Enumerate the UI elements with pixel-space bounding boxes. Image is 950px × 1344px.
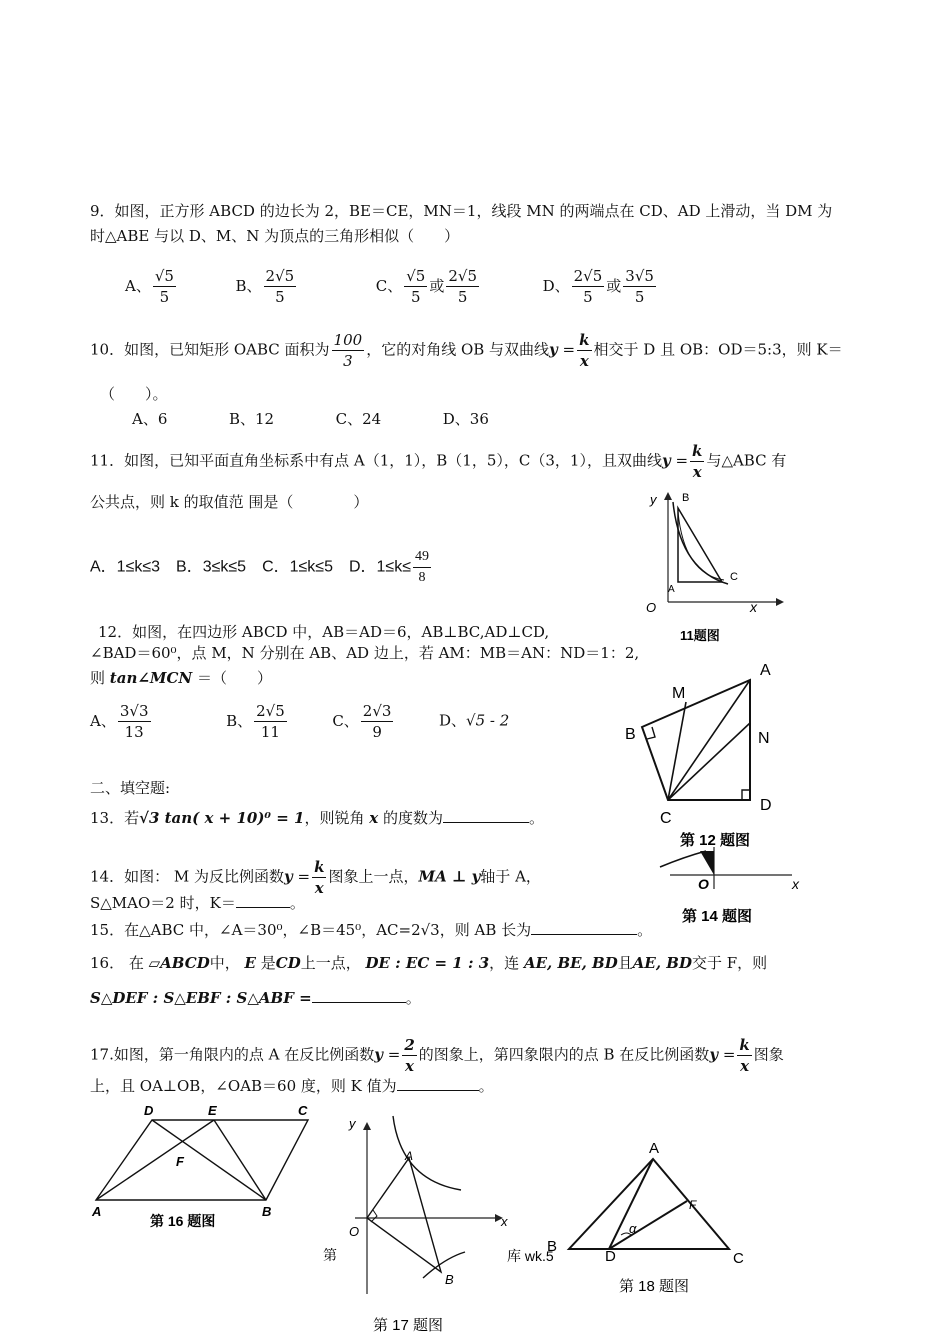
fig14-label-x: x bbox=[792, 876, 799, 892]
fig18-caption: 第 18 题图 bbox=[619, 1278, 690, 1295]
q12-line1: 12．如图，在四边形 ABCD 中，AB＝AD＝6，AB⊥BC,AD⊥CD, bbox=[98, 623, 550, 641]
q9-line2: 时△ABE 与以 D、M、N 为顶点的三角形相似（ ） bbox=[90, 227, 460, 245]
fig18-triangle-abc bbox=[569, 1159, 729, 1249]
fig14-caption: 第 14 题图 bbox=[682, 908, 753, 925]
fig17-caption: 第 17 题图 bbox=[373, 1317, 444, 1334]
figure-14 bbox=[650, 845, 810, 930]
fig17-stray-text: 第 bbox=[323, 1247, 337, 1263]
fig17-y-arrow bbox=[363, 1122, 371, 1130]
q16-line1: 16． 在 ▱ABCD中， E 是CD上一点， DE : EC = 1 : 3，连 AE, BE, BD且AE, BD交于 F，则 bbox=[90, 954, 768, 972]
q12-option-b: B、 $\frac{2√5}{11}$ bbox=[226, 702, 285, 741]
fig16-label-c: C bbox=[298, 1103, 308, 1118]
q12-option-a: A、 $\frac{3√3}{13}$ bbox=[90, 702, 149, 741]
fig12-label-n: N bbox=[758, 730, 770, 747]
q12-line2: ∠BAD＝60⁰，点 M，N 分别在 AB、AD 边上，若 AM：MB＝AN：ND＝1：2, bbox=[90, 644, 640, 662]
fig17-curve-b bbox=[423, 1252, 465, 1278]
q12-option-c: C、 $\frac{2√3}{9}$ bbox=[332, 702, 392, 741]
fig14-curve bbox=[660, 851, 706, 867]
q10-option-d: D、36 bbox=[442, 410, 489, 428]
fig12-label-c: C bbox=[660, 810, 672, 827]
fig16-label-b: B bbox=[262, 1204, 272, 1219]
q11-line2: 公共点，则 k 的取值范 围是（ ） bbox=[90, 493, 369, 511]
fig11-y-arrow bbox=[664, 492, 672, 500]
fig11-label-o: O bbox=[646, 600, 657, 615]
q9-line1: 9．如图，正方形 ABCD 的边长为 2，BE＝CE，MN＝1，线段 MN 的两端点在 CD、AD 上滑动，当 DM 为 bbox=[90, 202, 833, 220]
fig17-label-x: x bbox=[501, 1214, 508, 1229]
fig16-label-d: D bbox=[144, 1103, 154, 1118]
fig17-label-a: A bbox=[405, 1149, 414, 1163]
q17-line2: 上，且 OA⊥OB，∠OAB＝60 度，则 K 值为 。 bbox=[90, 1077, 494, 1095]
q10-line2: （ ）。 bbox=[100, 385, 168, 403]
fig16-caption: 第 16 题图 bbox=[150, 1213, 216, 1229]
fig12-right-angle-b bbox=[647, 727, 655, 739]
fig18-label-a: A bbox=[649, 1140, 660, 1157]
q12-options bbox=[90, 701, 509, 742]
fig11-label-b: B bbox=[682, 492, 690, 504]
fig16-line-bd bbox=[152, 1120, 266, 1200]
fig18-stray-text: 库 wk.5 bbox=[507, 1248, 554, 1264]
q9-options bbox=[125, 266, 658, 307]
fig17-triangle-oab bbox=[367, 1158, 441, 1272]
q10-option-c: C、24 bbox=[335, 410, 382, 428]
fig12-label-a: A bbox=[760, 662, 771, 679]
q9-option-c: C、 $\frac{√5}{5}$ 或 $\frac{2√5}{5}$ bbox=[375, 267, 478, 306]
fig12-label-d: D bbox=[760, 797, 772, 814]
fig12-quadrilateral bbox=[642, 680, 750, 800]
q9-option-a: A、 $\frac{√5}{5}$ bbox=[125, 267, 174, 306]
q10-options bbox=[132, 409, 489, 429]
q16-line2: S△DEF : S△EBF : S△ABF = 。 bbox=[90, 989, 421, 1007]
q11-line1: 11．如图，已知平面直角坐标系中有点 A（1，1），B（1，5），C（3，1），且双曲线y = $\frac{k}{x}$ 与△ABC 有 bbox=[90, 442, 787, 481]
figure-17 bbox=[315, 1108, 515, 1344]
section-fill-in-title: 二、填空题: bbox=[90, 779, 171, 797]
q14-line2: S△MAO＝2 时，K＝ 。 bbox=[90, 894, 305, 912]
fig14-triangle bbox=[700, 851, 714, 875]
fig16-line-be bbox=[214, 1120, 266, 1200]
fig16-label-a: A bbox=[92, 1204, 102, 1219]
fig16-line-ae bbox=[96, 1120, 214, 1200]
fig17-label-b: B bbox=[445, 1272, 454, 1287]
fig16-label-f: F bbox=[176, 1154, 184, 1169]
figure-18 bbox=[505, 1135, 765, 1300]
fig12-label-b: B bbox=[625, 726, 636, 743]
q13: 13．若√3 tan( x + 10)⁰ = 1，则锐角 x 的度数为 。 bbox=[90, 809, 544, 827]
fig11-label-y: y bbox=[650, 492, 657, 507]
q11-options: A．1≤k≤3 B．3≤k≤5 C．1≤k≤5 D．1≤k≤ $\frac{49}{8}$ bbox=[90, 549, 429, 585]
figure-12 bbox=[620, 655, 790, 855]
fig11-x-arrow bbox=[776, 598, 784, 606]
fig12-caption: 第 12 题图 bbox=[680, 832, 751, 849]
figure-11 bbox=[640, 488, 785, 648]
fig11-label-a: A bbox=[668, 584, 675, 595]
q10-option-b: B、12 bbox=[228, 410, 275, 428]
q14-line1: 14．如图： M 为反比例函数y = $\frac{k}{x}$ 图象上一点，MA ⊥ y轴于 A， bbox=[90, 858, 541, 897]
fig17-label-o: O bbox=[349, 1224, 360, 1239]
fig16-label-e: E bbox=[208, 1103, 217, 1118]
fig18-label-c: C bbox=[733, 1250, 744, 1267]
fig18-label-alpha: α bbox=[629, 1221, 637, 1236]
q15: 15．在△ABC 中，∠A＝30⁰，∠B＝45⁰，AC=2√3，则 AB 长为 。 bbox=[90, 921, 653, 939]
fig12-right-angle-d bbox=[742, 790, 750, 800]
fig14-label-o: O bbox=[698, 876, 709, 892]
fig11-label-x: x bbox=[750, 599, 757, 615]
fig18-label-f: F bbox=[689, 1198, 697, 1212]
q12-option-d: D、√5 - 2 bbox=[439, 711, 510, 730]
fig17-curve-a bbox=[393, 1116, 461, 1190]
fig11-label-c: C bbox=[730, 571, 738, 583]
q10-option-a: A、6 bbox=[132, 410, 168, 428]
fig16-parallelogram bbox=[96, 1120, 308, 1200]
fig11-caption: 11题图 bbox=[680, 628, 720, 643]
figure-16 bbox=[86, 1100, 316, 1235]
fig12-label-m: M bbox=[672, 685, 686, 702]
q17-line1: 17.如图，第一角限内的点 A 在反比例函数y = $\frac{2}{x}$ 的图象上，第四象限内的点 B 在反比例函数y = $\frac{k}{x}$ 图象 bbox=[90, 1036, 784, 1075]
q9-option-b: B、 $\frac{2√5}{5}$ bbox=[235, 267, 295, 306]
fig17-label-y: y bbox=[349, 1116, 356, 1131]
fig18-label-b: B bbox=[547, 1238, 558, 1255]
q10-line1: 10．如图，已知矩形 OABC 面积为 $\frac{100}{3}$ ，它的对角线 OB 与双曲线y = $\frac{k}{x}$ 相交于 D 且 OB：OD＝5:3，则 K＝ bbox=[90, 331, 843, 370]
q9-option-d: D、 $\frac{2√5}{5}$ 或 $\frac{3√5}{5}$ bbox=[542, 267, 654, 306]
fig18-label-d: D bbox=[605, 1248, 616, 1265]
q12-line3: 则 tan∠MCN ＝（ ） bbox=[90, 669, 272, 687]
